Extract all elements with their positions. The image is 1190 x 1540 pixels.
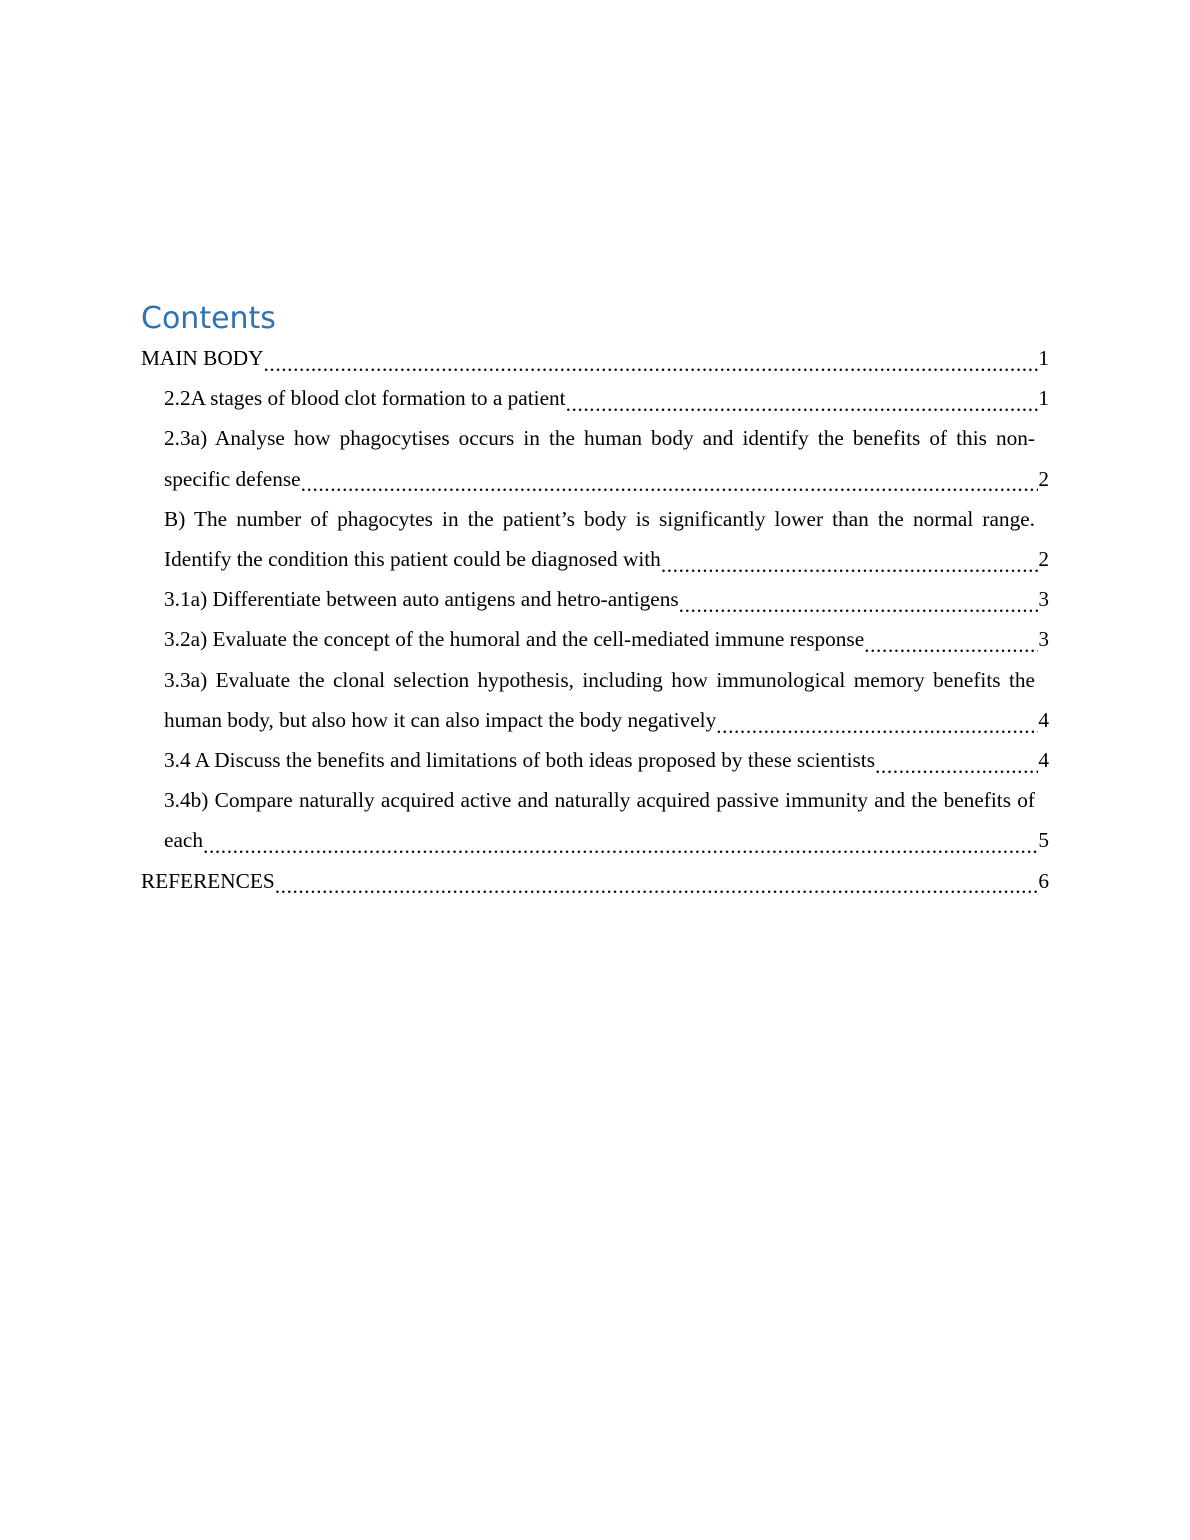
toc-page-number: 3 <box>1038 579 1049 619</box>
toc-entry-3-4b[interactable] <box>141 780 1049 860</box>
toc-entry-3-4a[interactable] <box>141 740 1049 780</box>
toc-list <box>141 338 1049 901</box>
toc-page-number: 3 <box>1038 619 1049 659</box>
toc-page-number: 4 <box>1038 700 1049 740</box>
toc-page-number: 2 <box>1038 459 1049 499</box>
table-of-contents <box>141 300 1049 901</box>
toc-page-number: 2 <box>1038 539 1049 579</box>
toc-entry-text: 3.1a) Differentiate between auto antigens and hetro-antigens <box>164 587 679 612</box>
toc-entry-2-2a[interactable] <box>141 378 1049 418</box>
toc-entry-text: 2.3a) Analyse how phagocytises occurs in the human body and identify the benefits of this non-specific defense <box>164 426 1035 491</box>
toc-entry-text: 3.4 A Discuss the benefits and limitations of both ideas proposed by these scientists <box>164 748 875 773</box>
toc-page-number: 6 <box>1038 861 1049 901</box>
toc-entry-text: 3.3a) Evaluate the clonal selection hypothesis, including how immunological memory benefits the human body, but also how it can also impact the body negatively <box>164 667 1035 732</box>
toc-entry-3-1a[interactable] <box>141 579 1049 619</box>
toc-entry-text: REFERENCES <box>141 868 275 893</box>
toc-entry-text: 2.2A stages of blood clot formation to a patient <box>164 386 566 411</box>
toc-entry-text: B) The number of phagocytes in the patient’s body is significantly lower than the normal range. Identify the condition this patient could be diagnosed with <box>164 506 1035 572</box>
toc-entry-3-3a[interactable] <box>141 660 1049 740</box>
toc-entry-main-body[interactable] <box>141 338 1049 378</box>
toc-page-number: 1 <box>1038 378 1049 418</box>
toc-entry-text: MAIN BODY <box>141 346 264 370</box>
toc-entry-2-3a[interactable] <box>141 418 1049 498</box>
toc-entry-references[interactable] <box>141 861 1049 901</box>
toc-entry-3-2a[interactable] <box>141 619 1049 659</box>
toc-entry-text: 3.2a) Evaluate the concept of the humoral and the cell-mediated immune response <box>164 627 865 652</box>
toc-page-number: 1 <box>1038 338 1049 378</box>
toc-entry-text: 3.4b) Compare naturally acquired active and naturally acquired passive immunity and the benefits of each <box>164 788 1035 853</box>
toc-page-number: 5 <box>1038 820 1049 860</box>
toc-heading: Contents <box>141 301 276 336</box>
toc-entry-b[interactable] <box>141 499 1049 579</box>
toc-page-number: 4 <box>1038 740 1049 780</box>
